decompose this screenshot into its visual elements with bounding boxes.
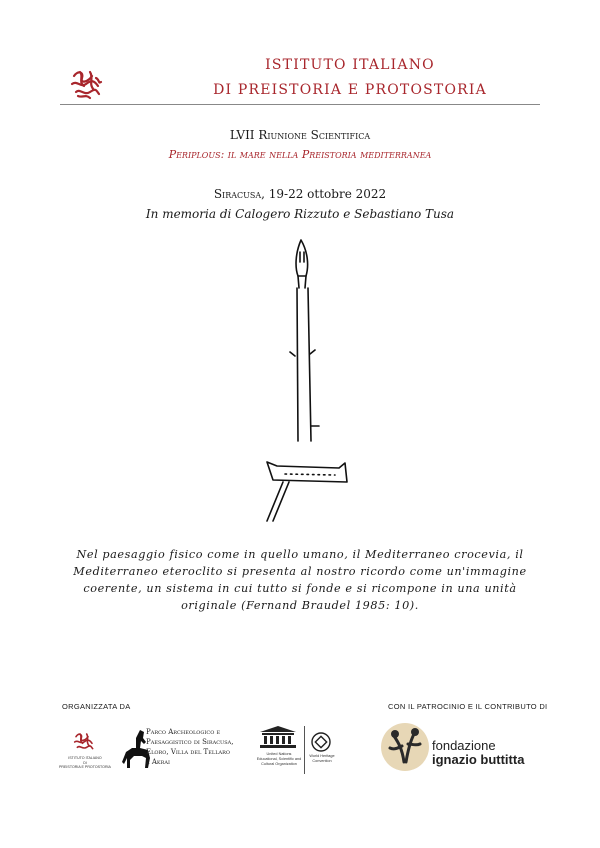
parco-line2: Paesaggistico di Siracusa, bbox=[146, 738, 234, 746]
parco-line1: Parco Archeologico e bbox=[146, 728, 221, 736]
institute-name-line1: ISTITUTO ITALIANO bbox=[265, 57, 435, 73]
parco-archeologico-name bbox=[146, 727, 234, 767]
unesco-temple-icon bbox=[258, 726, 298, 748]
institute-name-line2: DI PREISTORIA E PROTOSTORIA bbox=[213, 82, 487, 98]
memorial-line: In memoria di Calogero Rizzuto e Sebastiano Tusa bbox=[145, 207, 455, 221]
whc-line2: Convention bbox=[312, 758, 332, 763]
parco-line4: e Akrai bbox=[146, 758, 171, 766]
meeting-title: LVII Riunione Scientifica bbox=[229, 128, 371, 142]
unesco-line2: Educational, Scientific and bbox=[256, 756, 302, 761]
unesco-divider bbox=[304, 726, 305, 774]
parco-line3: Eloro, Villa del Tellaro bbox=[146, 748, 230, 756]
fondazione-emblem-icon bbox=[380, 722, 430, 772]
ancient-sword-drawing-icon bbox=[255, 236, 355, 526]
unesco-line1: United Nations bbox=[266, 752, 292, 756]
header-divider bbox=[60, 104, 540, 105]
unesco-line3: Cultural Organization bbox=[261, 761, 297, 766]
unesco-name bbox=[254, 752, 304, 766]
small-institute-line2: DI bbox=[83, 760, 87, 765]
meeting-theme: Periplous: il mare nella Preistoria mediterranea bbox=[168, 148, 432, 161]
braudel-quote: Nel paesaggio fisico come in quello umano, il Mediterraneo crocevia, il Mediterraneo eteroclito si presenta al nostro ricordo come un'immagine coerente, un sistema in cui tutto si fonde e si ricompone in una unità originale (Fernand Braudel 1985: 10). bbox=[73, 548, 527, 612]
fondazione-word1: fondazione bbox=[432, 738, 496, 753]
patronage-label: CON IL PATROCINIO E IL CONTRIBUTO DI bbox=[388, 702, 548, 711]
organized-by-label: ORGANIZZATA DA bbox=[62, 702, 131, 711]
place-date bbox=[0, 187, 600, 201]
world-heritage-name bbox=[302, 754, 342, 764]
place: Siracusa bbox=[213, 187, 262, 201]
small-institute-line3: PREISTORIA E PROTOSTORIA bbox=[59, 765, 111, 769]
world-heritage-emblem-icon bbox=[311, 732, 331, 752]
whc-line1: World Heritage bbox=[309, 754, 335, 758]
institute-emblem-icon bbox=[68, 66, 104, 102]
small-institute-name bbox=[58, 756, 112, 770]
institute-small-emblem-icon bbox=[72, 730, 96, 754]
small-institute-line1: ISTITUTO ITALIANO bbox=[68, 756, 102, 760]
date: , 19-22 ottobre 2022 bbox=[261, 187, 387, 201]
fondazione-word2: ignazio buttitta bbox=[432, 752, 525, 767]
